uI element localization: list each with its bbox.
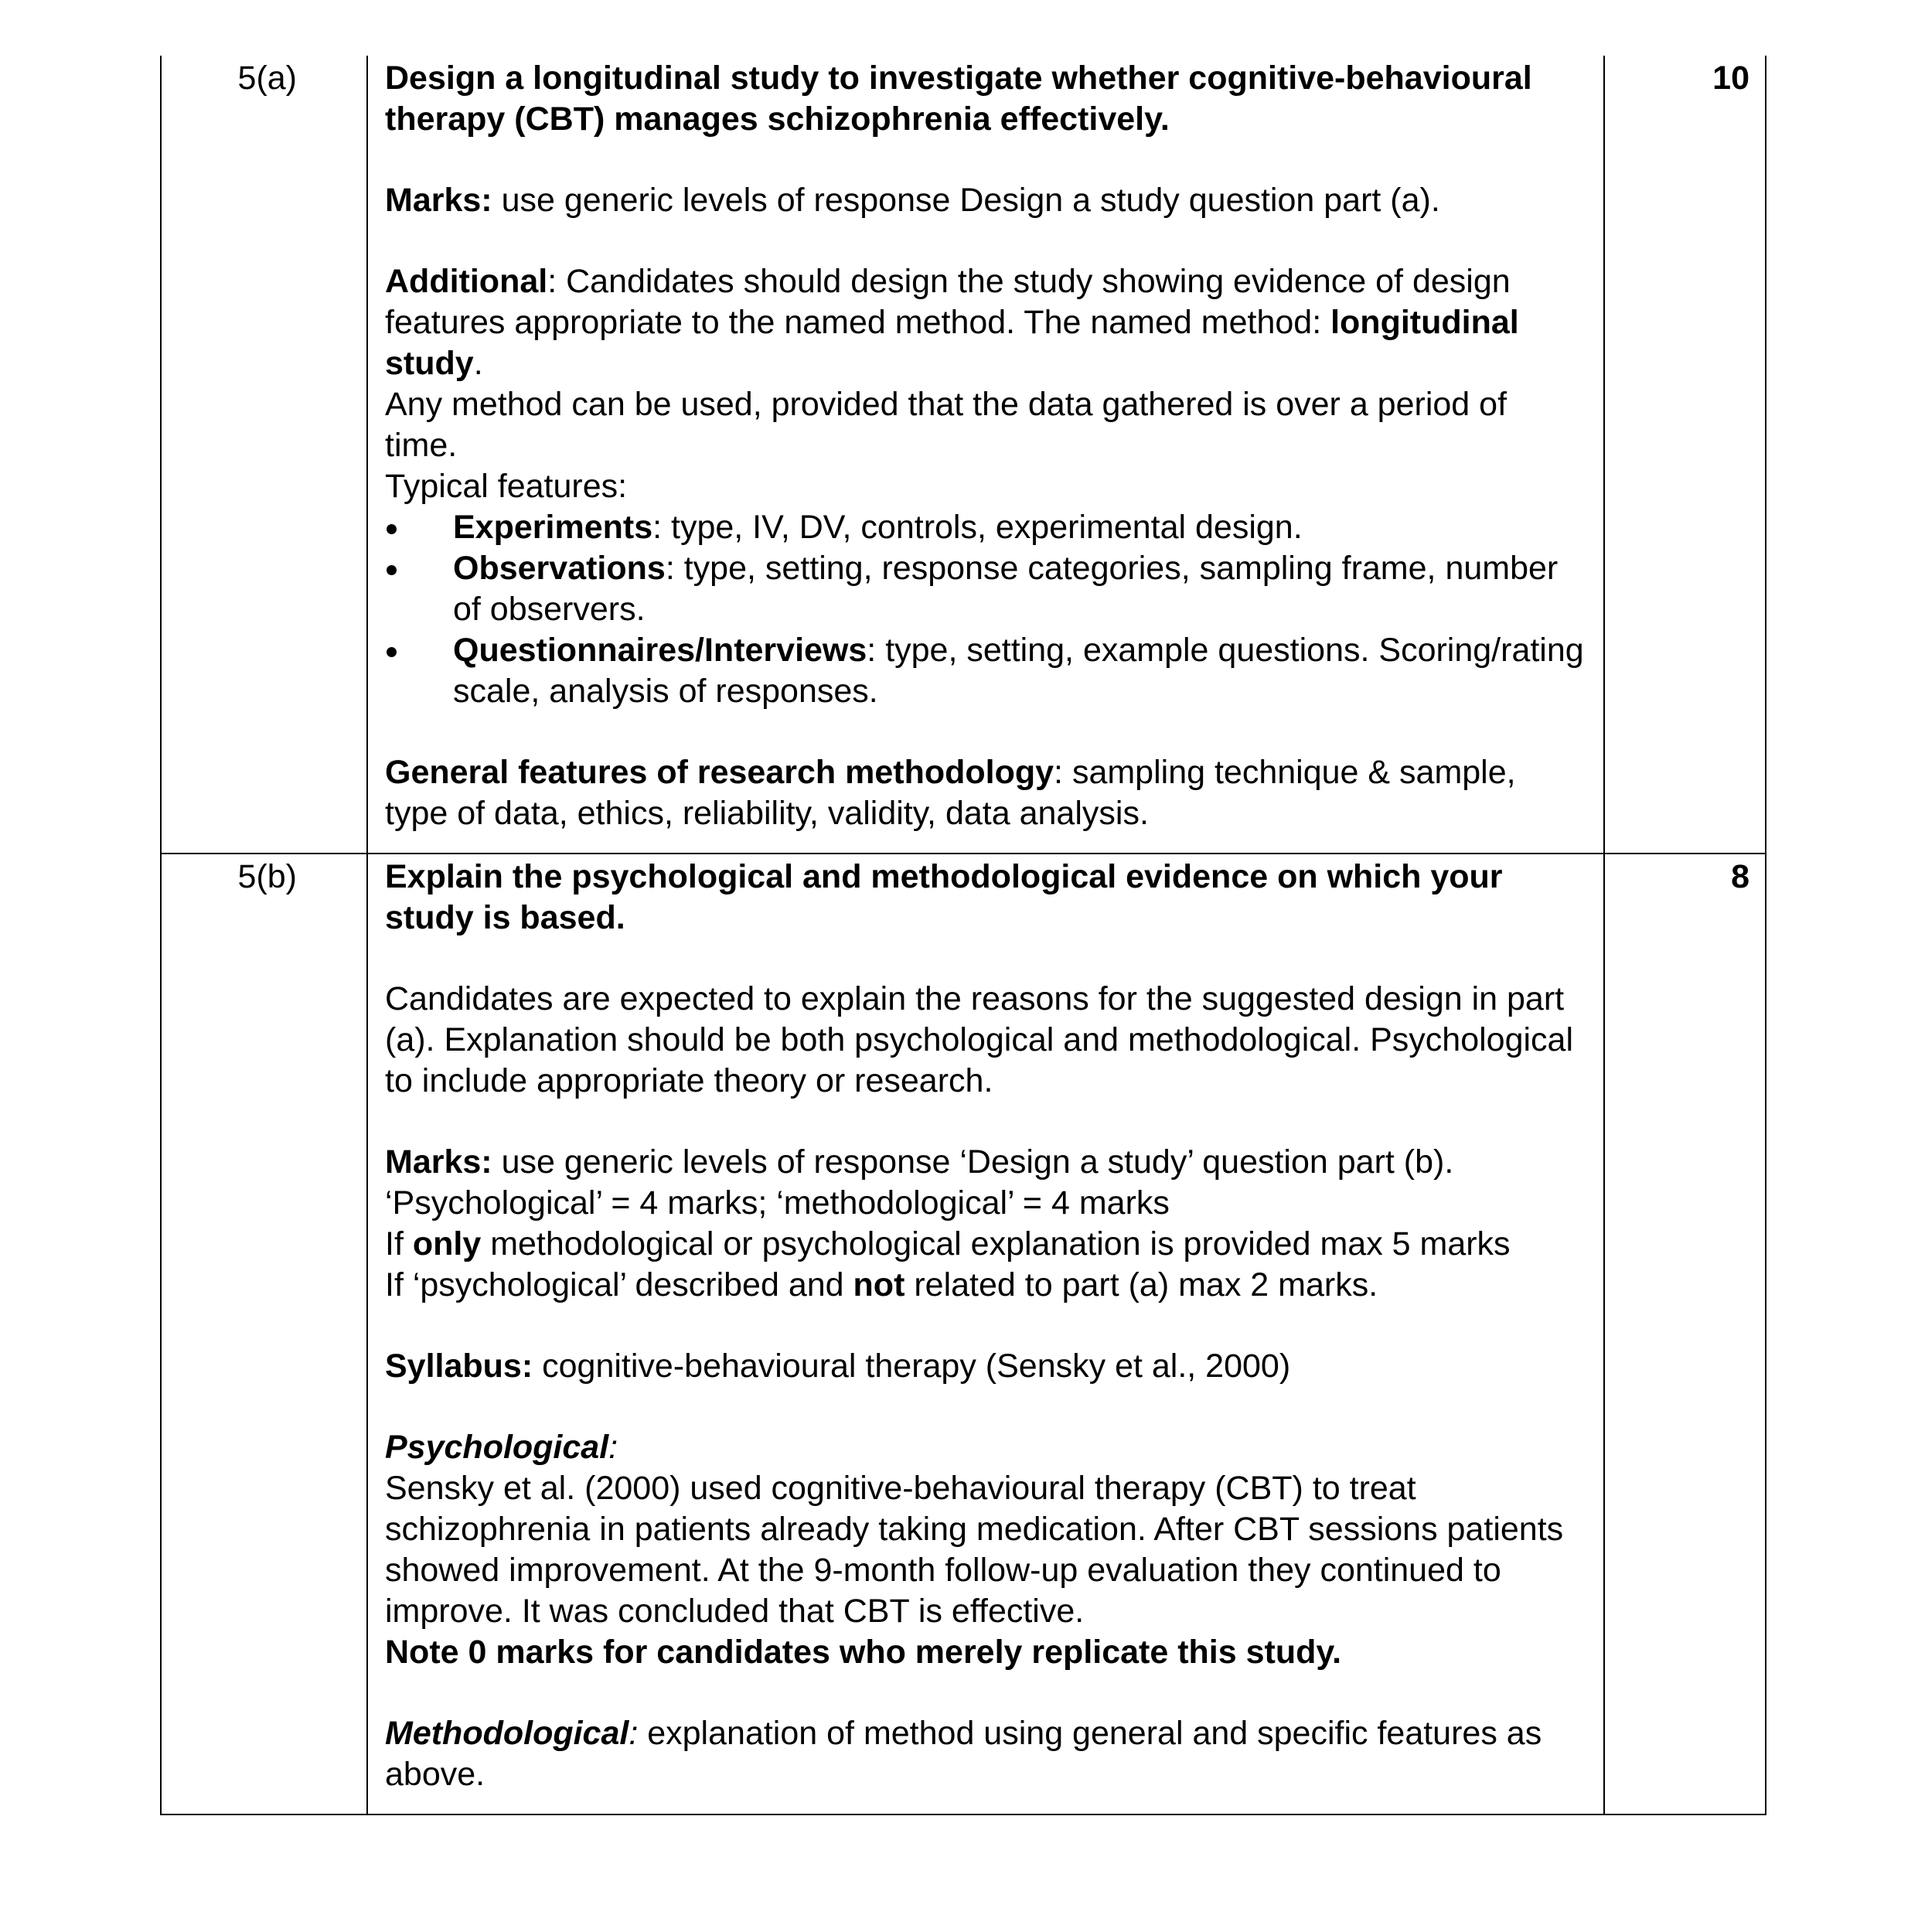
replication-note: Note 0 marks for candidates who merely replicate this study. bbox=[385, 1634, 1342, 1671]
typical-features-label: Typical features: bbox=[385, 468, 628, 505]
answer-cell bbox=[366, 56, 1605, 853]
features-list bbox=[385, 507, 1585, 712]
marks-value: 10 bbox=[1712, 60, 1749, 97]
psychological-heading: Psychological: bbox=[385, 1429, 618, 1466]
list-item: Questionnaires/Interviews: type, setting, example questions. Scoring/rating scale, analysis of responses. bbox=[453, 632, 1584, 710]
marks-split: ‘Psychological’ = 4 marks; ‘methodological’ = 4 marks bbox=[385, 1184, 1170, 1222]
intro-text: Candidates are expected to explain the reasons for the suggested design in part (a). Explanation should be both psychological and methodological. Psychological to include appropriate theory or research. bbox=[385, 980, 1574, 1099]
question-heading: Explain the psychological and methodological evidence on which your study is based. bbox=[385, 858, 1503, 936]
list-item: Experiments: type, IV, DV, controls, experimental design. bbox=[453, 509, 1303, 546]
mark-scheme-table bbox=[160, 56, 1766, 1815]
any-method-note: Any method can be used, provided that the data gathered is over a period of time. bbox=[385, 386, 1507, 464]
general-features: General features of research methodology: sampling technique & sample, type of data, ethics, reliability, validity, data analysis. bbox=[385, 754, 1516, 832]
table-row-5b bbox=[162, 853, 1765, 1814]
marks-guidance: Marks: use generic levels of response Design a study question part (a). bbox=[385, 182, 1440, 219]
marks-guidance: Marks: use generic levels of response ‘Design a study’ question part (b). bbox=[385, 1143, 1454, 1181]
question-number: 5(a) bbox=[237, 60, 297, 97]
not-rule: If ‘psychological’ described and not related to part (a) max 2 marks. bbox=[385, 1266, 1378, 1303]
question-number: 5(b) bbox=[237, 858, 297, 895]
only-rule: If only methodological or psychological explanation is provided max 5 marks bbox=[385, 1225, 1511, 1262]
marks-value: 8 bbox=[1731, 858, 1749, 895]
syllabus-line: Syllabus: cognitive-behavioural therapy (Sensky et al., 2000) bbox=[385, 1348, 1291, 1385]
list-item: Observations: type, setting, response categories, sampling frame, number of observers. bbox=[453, 550, 1559, 628]
question-heading: Design a longitudinal study to investigate whether cognitive-behavioural therapy (CBT) manages schizophrenia effectively. bbox=[385, 60, 1532, 138]
additional-guidance: Additional: Candidates should design the study showing evidence of design features appropriate to the named method. The named method: longitudinal study. bbox=[385, 263, 1519, 382]
table-row-5a bbox=[162, 56, 1765, 853]
psychological-text: Sensky et al. (2000) used cognitive-behavioural therapy (CBT) to treat schizophrenia in patients already taking medication. After CBT sessions patients showed improvement. At the 9-month follow-up evaluation they continued to improve. It was concluded that CBT is effective. bbox=[385, 1470, 1564, 1630]
methodological-text: Methodological: explanation of method using general and specific features as above. bbox=[385, 1715, 1542, 1793]
answer-cell bbox=[366, 854, 1605, 1814]
